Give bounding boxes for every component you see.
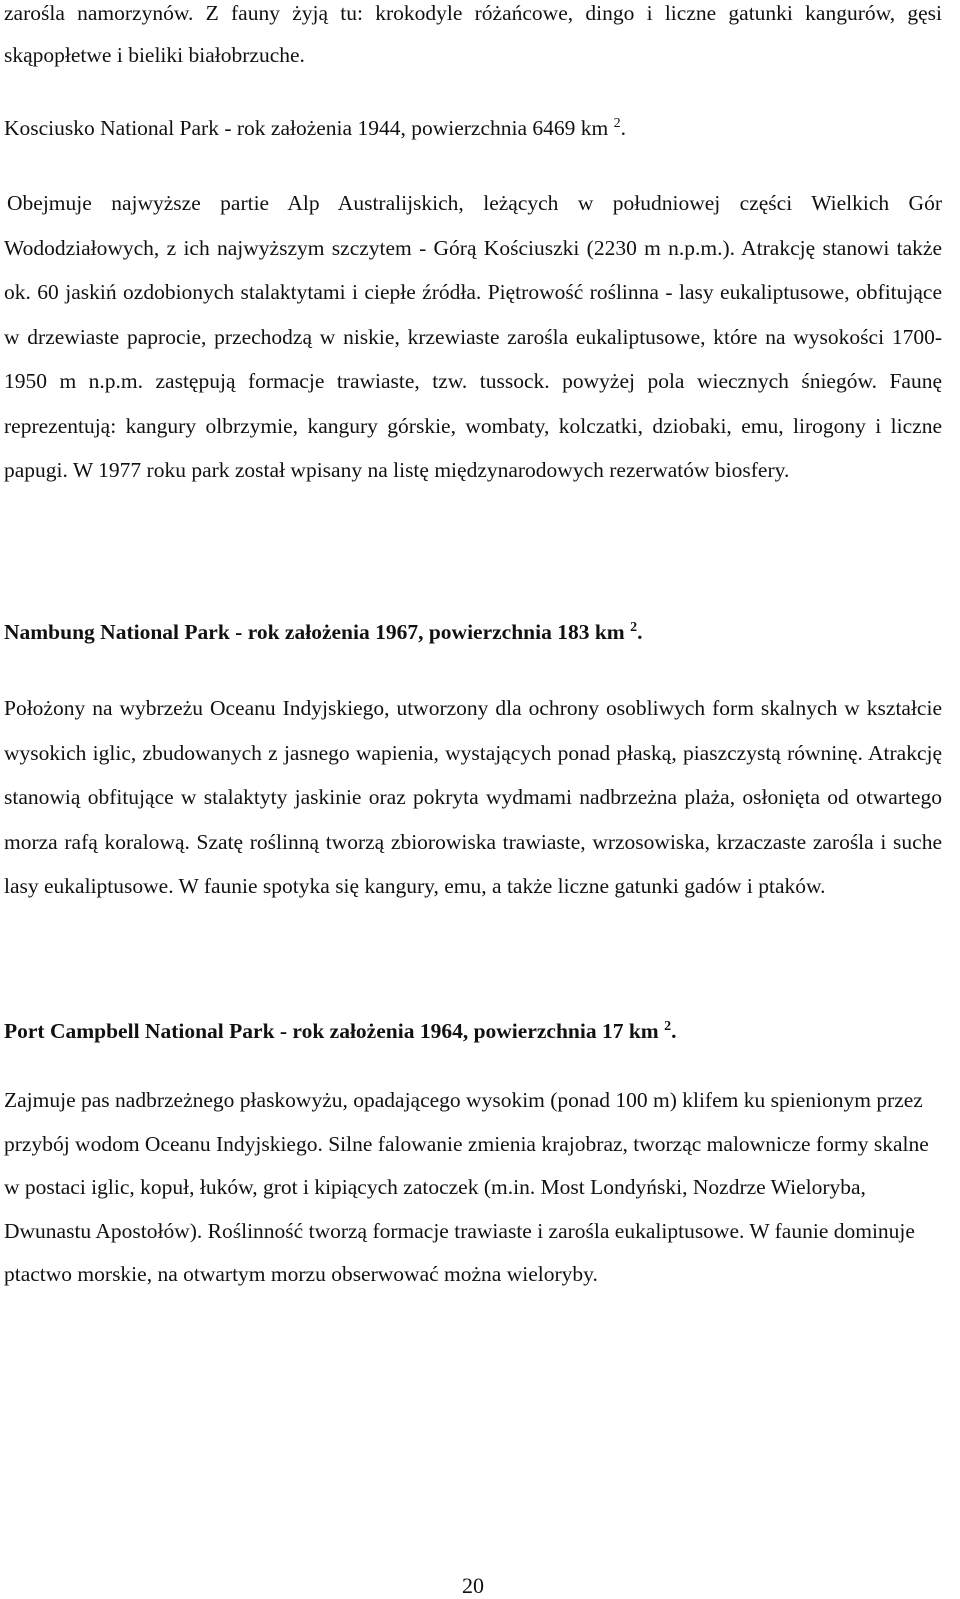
page-number: 20	[462, 1573, 484, 1598]
campbell-paragraph: Zajmuje pas nadbrzeżnego płaskowyżu, opadającego wysokim (ponad 100 m) klifem ku spienionym przez przybój wodom Oceanu Indyjskiego. Silne falowanie zmienia krajobraz, tworząc malownicze formy skalne w postaci iglic, kopuł, łuków, grot i kipiących zatoczek (m.in. Most Londyński, Nozdrze Wieloryba, Dwunastu Apostołów). Roślinność tworzą formacje trawiaste i zarośla eukaliptusowe. W faunie dominuje ptactwo morskie, na otwartym morzu obserwować można wieloryby.	[4, 1088, 929, 1286]
kosciusko-heading-superscript: 2	[613, 115, 621, 131]
kosciusko-paragraph: Obejmuje najwyższe partie Alp Australijskich, leżących w południowej części Wielkich Gór Wododziałowych, z ich najwyższym szczytem - Górą Kościuszki (2230 m n.p.m.). Atrakcję stanowi także ok. 60 jaskiń ozdobionych stalaktytami i ciepłe źródła. Piętrowość roślinna - lasy eukaliptusowe, obfitujące w drzewiaste paprocie, przechodzą w niskie, krzewiaste zarośla eukaliptusowe, które na wysokości 1700-1950 m n.p.m. zastępują formacje trawiaste, tzw. tussock. powyżej pola wiecznych śniegów. Faunę reprezentują: kangury olbrzymie, kangury górskie, wombaty, kolczatki, dziobaki, emu, lirogony i liczne papugi. W 1977 roku park został wpisany na listę międzynarodowych rezerwatów biosfery.	[4, 191, 942, 482]
campbell-heading-superscript: 2	[664, 1018, 672, 1034]
nambung-heading-superscript: 2	[630, 619, 638, 635]
nambung-paragraph: Położony na wybrzeżu Oceanu Indyjskiego, utworzony dla ochrony osobliwych form skalnych w kształcie wysokich iglic, zbudowanych z jasnego wapienia, wystających ponad płaską, piaszczystą równinę. Atrakcję stanowią obfitujące w stalaktyty jaskinie oraz pokryta wydmami nadbrzeżna plaża, osłonięta od otwartego morza rafą koralową. Szatę roślinną tworzą zbiorowiska trawiaste, wrzosowiska, krzaczaste zarośla i suche lasy eukaliptusowe. W faunie spotyka się kangury, emu, a także liczne gatunki gadów i ptaków.	[4, 696, 942, 898]
nambung-heading-period: .	[637, 620, 643, 644]
campbell-heading	[4, 1016, 944, 1046]
intro-tail-paragraph: zarośla namorzynów. Z fauny żyją tu: krokodyle różańcowe, dingo i liczne gatunki kangurów, gęsi skąpopłetwe i bieliki białobrzuche.	[4, 1, 942, 67]
kosciusko-heading-period: .	[620, 116, 626, 140]
campbell-heading-text: Port Campbell National Park - rok założenia 1964, powierzchnia 17 km	[4, 1019, 659, 1043]
kosciusko-heading-text: Kosciusko National Park - rok założenia 1944, powierzchnia 6469 km	[4, 116, 609, 140]
nambung-heading	[4, 617, 944, 647]
nambung-heading-text: Nambung National Park - rok założenia 1967, powierzchnia 183 km	[4, 620, 625, 644]
campbell-heading-period: .	[671, 1019, 677, 1043]
kosciusko-heading	[4, 113, 944, 143]
